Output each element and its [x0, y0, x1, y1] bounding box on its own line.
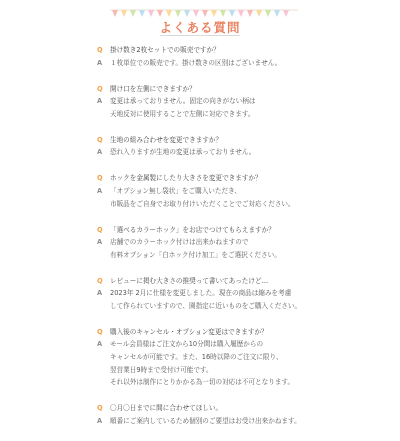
question-text: レビューに掲む大きさの推奨って書いてあったけど… [110, 276, 269, 285]
question [97, 402, 397, 415]
question [97, 83, 397, 96]
faq-item [97, 224, 397, 262]
question [97, 326, 397, 339]
garland-pennant [121, 10, 127, 17]
garland-pennant [130, 10, 136, 17]
answer-marker: A [97, 148, 103, 157]
answer [97, 287, 397, 300]
answer-text: 順番にご案内しているため個別のご要望はお受け出来かねます。 [110, 416, 301, 425]
question [97, 275, 397, 288]
faq-item [97, 326, 397, 389]
answer-marker: A [97, 340, 103, 349]
answer-text: 恐れ入りますが生地の変更は承っておりません。 [110, 148, 256, 157]
title-divider [160, 35, 240, 36]
page-title: よくある質問 [159, 20, 241, 35]
garland-pennant [211, 10, 217, 17]
answer-marker: A [97, 186, 103, 195]
answer-text: 2023年 2月に仕様を変更しました。現在の商品は縮みを考慮 [110, 289, 292, 298]
question-marker: Q [97, 46, 103, 54]
question-text: 開け口を左側にできますか？ [110, 84, 196, 93]
question-text: 「選べるカラーホック」をお店でつけてもらえますか？ [110, 225, 275, 234]
garland-pennant [247, 10, 253, 17]
answer [97, 185, 397, 198]
question [97, 134, 397, 147]
faq-header [0, 8, 400, 36]
question-text: 掛け数き2枚セットでの販売ですか？ [110, 46, 220, 54]
faq-item [97, 83, 397, 121]
question-text: 生地の組み合わせを変更できますか？ [110, 135, 223, 144]
answer-marker: A [97, 58, 103, 67]
answer [97, 415, 397, 428]
faq-item [97, 275, 397, 313]
question [97, 172, 397, 185]
garland-pennant [229, 10, 235, 17]
answer [97, 57, 397, 70]
answer-marker: A [97, 97, 103, 106]
garland-pennant [166, 10, 172, 17]
garland-pennant [265, 10, 271, 17]
question-marker: Q [97, 327, 103, 336]
faq-list [97, 44, 397, 441]
answer-marker: A [97, 238, 103, 247]
garland-pennant [184, 10, 190, 17]
answer-marker: A [97, 289, 103, 298]
garland-pennant [202, 10, 208, 17]
answer-text: 変更は承っておりません。固定の向きがない柄は [110, 97, 256, 106]
question-marker: Q [97, 276, 103, 285]
garland-pennant [220, 10, 226, 17]
answer-text: 「オプション無し袋状」をご購入いただき、 [110, 186, 242, 195]
garland-pennant [256, 10, 262, 17]
answer-text-continued: 天地反対に使用することで左側に対応できます。 [110, 109, 255, 118]
answer [97, 95, 397, 108]
answer-text: 店舗でのカラーホック付けは出来かねますので [110, 238, 249, 247]
question-marker: Q [97, 135, 103, 144]
garland-pennant [283, 10, 289, 17]
question-marker: Q [97, 404, 103, 413]
garland-pennant [238, 10, 244, 17]
question [97, 44, 397, 57]
answer-text-continued: 市販品をご自身でお取り付けいただくことでご対応ください。 [110, 199, 295, 208]
garland-pennant [148, 10, 154, 17]
question-marker: Q [97, 84, 103, 93]
answer-text: モール会員様はご注文から10分間は購入履歴からの [110, 340, 264, 349]
garland-pennant [139, 10, 145, 17]
answer-text-continued: キャンセルが可能です。また、16時以降のご注文に限り、 [110, 353, 283, 362]
garland-pennant [112, 10, 118, 17]
question-text: 〇月〇日までに間に合わせてほしい。 [110, 404, 223, 413]
garland-pennant [157, 10, 163, 17]
question-text: 購入後のキャンセル・オプション変更はできますか？ [110, 327, 268, 336]
answer-marker: A [97, 416, 103, 425]
question-marker: Q [97, 174, 103, 183]
garland-pennant [193, 10, 199, 17]
answer [97, 338, 397, 351]
faq-item [97, 172, 397, 210]
answer-text: １枚単位での販売です。掛け数きの区別はございません。 [110, 58, 282, 67]
faq-item [97, 44, 397, 69]
answer-text-continued: 有料オプション「白ホック付け加工」をご選択ください。 [110, 250, 281, 259]
faq-item [97, 402, 397, 427]
question [97, 224, 397, 237]
question-text: ホックを金属製にしたり大きさを変更できますか？ [110, 174, 262, 183]
faq-item [97, 134, 397, 159]
answer [97, 236, 397, 249]
answer-text-continued: 翌営業日9時まで受付け可能です。 [110, 365, 213, 374]
answer-text-continued: それ以外は制作にとりかかる為一切の対応は不可となります。 [110, 378, 295, 387]
garland-pennant [274, 10, 280, 17]
garland-pennant [175, 10, 181, 17]
question-marker: Q [97, 225, 103, 234]
answer [97, 146, 397, 159]
answer-text-continued: して作られていますので、園指定に近いものをご購入ください。 [110, 301, 302, 310]
